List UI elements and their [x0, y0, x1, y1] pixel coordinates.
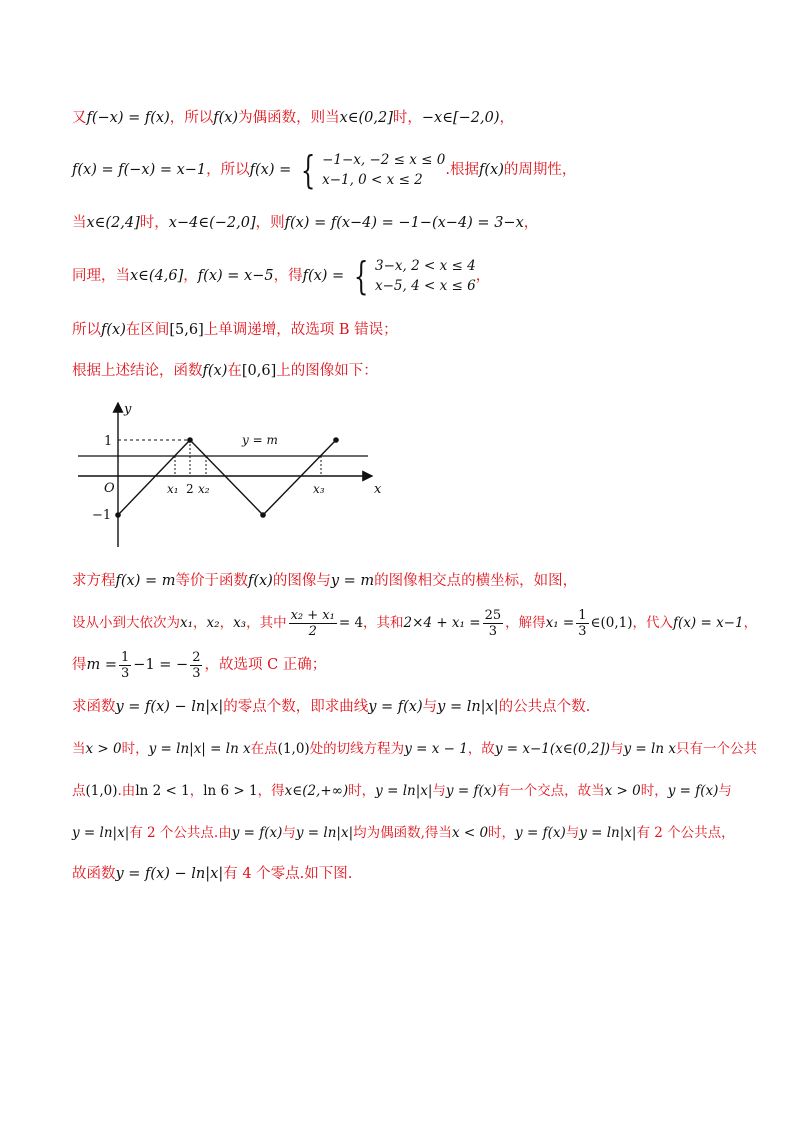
text-line-9: 得m = $\frac{1}{3}$ −1 = − $\frac{2}{3}$ ，故选项 C 正确；: [72, 649, 327, 681]
line-m-label: y = m: [242, 433, 278, 447]
text-line-1: 又f(−x) = f(x)，所以f(x)为偶函数，则当x∈(0,2]时，−x∈[−2,0)，: [72, 110, 514, 126]
point-start: [115, 512, 121, 518]
text-line-7: 求方程f(x) = m等价于函数f(x)的图像与y = m的图像相交点的横坐标，如图，: [72, 573, 578, 589]
text-line-5: 所以f(x)在区间[5,6]上单调递增，故选项 B 错误；: [72, 322, 398, 338]
text-line-6: 根据上述结论，函数f(x)在[0,6]上的图像如下：: [72, 363, 378, 379]
piecewise-1: { −1−x, −2 ≤ x ≤ 0 x−1, 0 < x ≤ 2: [300, 148, 446, 192]
point-end: [333, 437, 339, 443]
piecewise-2: { 3−x, 2 < x ≤ 4 x−5, 4 < x ≤ 6: [353, 254, 476, 298]
tick-neg1-label: −1: [92, 508, 112, 523]
text-line-3: 当x∈(2,4]时，x−4∈(−2,0]，则f(x) = f(x−4) = −1−(x−4) = 3−x，: [72, 215, 539, 231]
text-line-13: y = ln|x|有 2 个公共点.由y = f(x)与y = ln|x|均为偶函数,得当x < 0时，y = f(x)与y = ln|x|有 2 个公共点，: [72, 825, 735, 841]
text-line-14: 故函数y = f(x) − ln|x|有 4 个零点.如下图.: [72, 866, 353, 882]
origin-label: O: [104, 481, 115, 496]
text-line-12: 点(1,0).由ln 2 < 1，ln 6 > 1，得x∈(2,+∞)时，y = ln|x|与y = f(x)有一个交点，故当x > 0时，y = f(x)与: [72, 783, 732, 799]
function-graph: [70, 395, 390, 555]
axis-x-label: x: [374, 482, 382, 497]
text-line-8: 设从小到大依次为x₁，x₂，x₃，其中 $\frac{\text{x₂ + x₁}}{2}$ = 4，其和2×4 + x₁ = $\frac{25}{3}$ ，解得x₁ = $\frac{1}{3}$ ∈(0,1)，代入f(x) = x−1，: [72, 608, 758, 639]
tick-2-label: 2: [186, 482, 194, 496]
x1-label: x₁: [167, 482, 179, 496]
fraction: $\frac{\text{x₂ + x₁}}{2}$: [290, 608, 335, 639]
function-curve: [118, 440, 336, 515]
fraction: $\frac{1}{3}$: [578, 608, 587, 639]
text-line-10: 求函数y = f(x) − ln|x|的零点个数，即求曲线y = f(x)与y = ln|x|的公共点个数.: [72, 699, 591, 715]
fraction: $\frac{1}{3}$: [121, 649, 130, 681]
text-line-2: f(x) = f(−x) = x−1，所以f(x) = { −1−x, −2 ≤ x ≤ 0 x−1, 0 < x ≤ 2 .根据f(x)的周期性，: [72, 148, 577, 192]
point-trough: [260, 512, 266, 518]
axis-y-label: y: [124, 402, 132, 417]
tick-1-label: 1: [104, 434, 113, 449]
fraction: $\frac{25}{3}$: [484, 608, 502, 639]
fraction: $\frac{2}{3}$: [192, 649, 201, 681]
x2-label: x₂: [198, 482, 210, 496]
x3-label: x₃: [313, 482, 325, 496]
text-line-4: 同理，当x∈(4,6]，f(x) = x−5，得f(x) = { 3−x, 2 < x ≤ 4 x−5, 4 < x ≤ 6 ，: [72, 254, 491, 298]
text-line-11: 当x > 0时，y = ln|x| = ln x在点(1,0)处的切线方程为y = x − 1，故y = x−1(x∈(0,2])与y = ln x只有一个公共: [72, 741, 757, 757]
